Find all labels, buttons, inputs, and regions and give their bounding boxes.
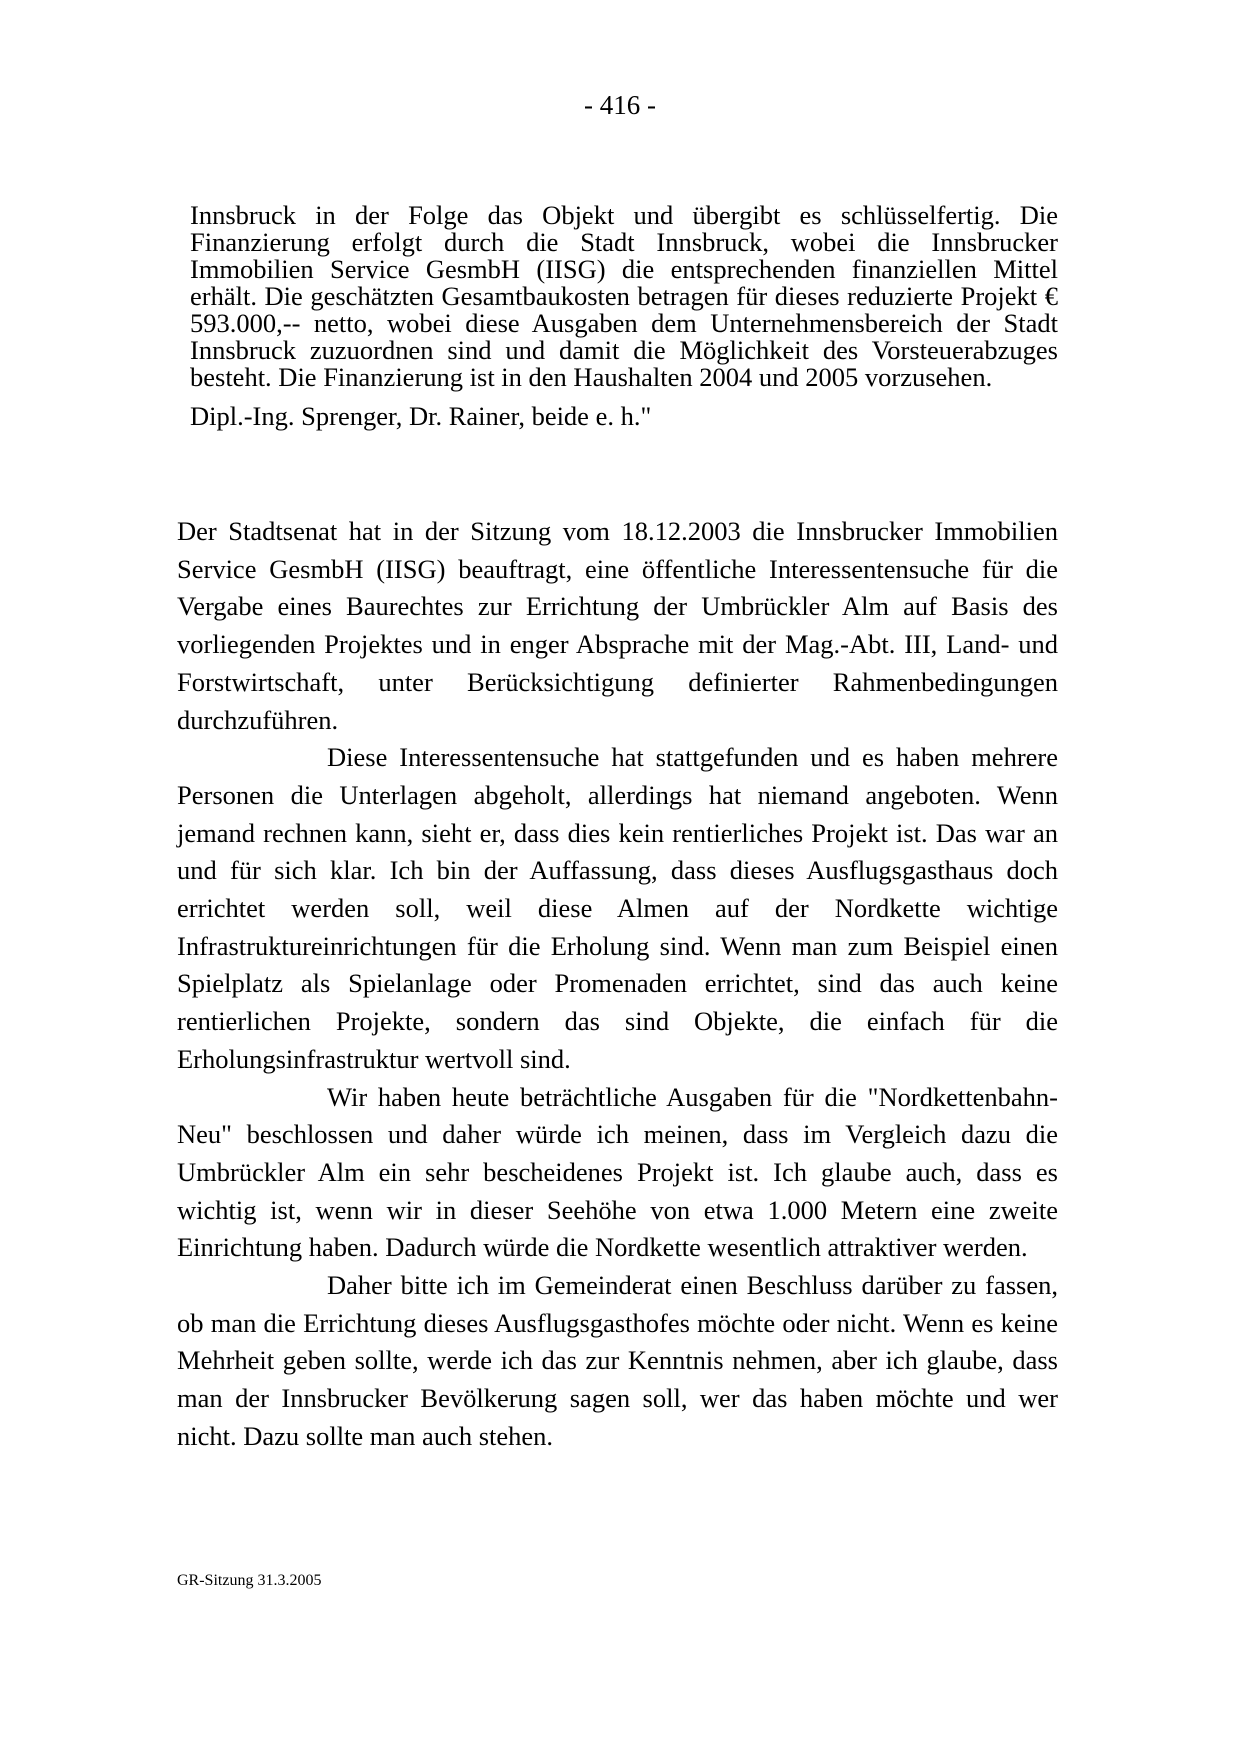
paragraph: Daher bitte ich im Gemeinderat einen Beschluss darüber zu fassen, ob man die Errichtung dieses Ausflugsgasthofes möchte oder nicht. Wenn es keine Mehrheit geben sollte, werde ich das zur Kenntnis nehmen, aber ich glaube, dass man der Innsbrucker Bevölkerung sagen soll, wer das haben möchte und wer nicht. Dazu sollte man auch stehen. (177, 1270, 1058, 1451)
page-number: - 416 - (584, 90, 656, 120)
paragraph: Der Stadtsenat hat in der Sitzung vom 18.12.2003 die Innsbrucker Immobilien Service GesmbH (IISG) beauftragt, eine öffentliche Interessentensuche für die Vergabe eines Baurechtes zur Errichtung der Umbrückler Alm auf Basis des vorliegenden Projektes und in enger Absprache mit der Mag.-Abt. III, Land- und Forstwirtschaft, unter Berücksichtigung definierter Rahmenbedingungen durchzuführen. (177, 516, 1058, 735)
speech-body (177, 513, 1058, 1456)
paragraph: Wir haben heute beträchtliche Ausgaben für die "Nordkettenbahn-Neu" beschlossen und daher würde ich meinen, dass im Vergleich dazu die Umbrückler Alm ein sehr bescheidenes Projekt ist. Ich glaube auch, dass es wichtig ist, wenn wir in dieser Seehöhe von etwa 1.000 Metern eine zweite Einrichtung haben. Dadurch würde die Nordkette wesentlich attraktiver werden. (177, 1081, 1058, 1263)
quoted-motion-text: Innsbruck in der Folge das Objekt und übergibt es schlüsselfertig. Die Finanzierung erfolgt durch die Stadt Innsbruck, wobei die Innsbrucker Immobilien Service GesmbH (IISG) die entsprechenden finanziellen Mittel erhält. Die geschätzten Gesamtbaukosten betragen für dieses reduzierte Projekt € 593.000,-- netto, wobei diese Ausgaben dem Unternehmensbereich der Stadt Innsbruck zuzuordnen sind und damit die Möglichkeit des Vorsteuerabzuges besteht. Die Finanzierung ist in den Haushalten 2004 und 2005 vorzusehen. (190, 200, 1058, 392)
quoted-motion-signature: Dipl.-Ing. Sprenger, Dr. Rainer, beide e. h." (190, 401, 652, 431)
footer-session-date: GR-Sitzung 31.3.2005 (177, 1572, 322, 1589)
quoted-motion (190, 202, 1058, 431)
paragraph: Diese Interessentensuche hat stattgefunden und es haben mehrere Personen die Unterlagen abgeholt, allerdings hat niemand angeboten. Wenn jemand rechnen kann, sieht er, dass dies kein rentierliches Projekt ist. Das war an und für sich klar. Ich bin der Auffassung, dass dieses Ausflugsgasthaus doch errichtet werden soll, weil diese Almen auf der Nordkette wichtige Infrastruktureinrichtungen für die Erholung sind. Wenn man zum Beispiel einen Spielplatz als Spielanlage oder Promenaden errichtet, sind das auch keine rentierlichen Projekte, sondern das sind Objekte, die einfach für die Erholungsinfrastruktur wertvoll sind. (177, 742, 1058, 1074)
